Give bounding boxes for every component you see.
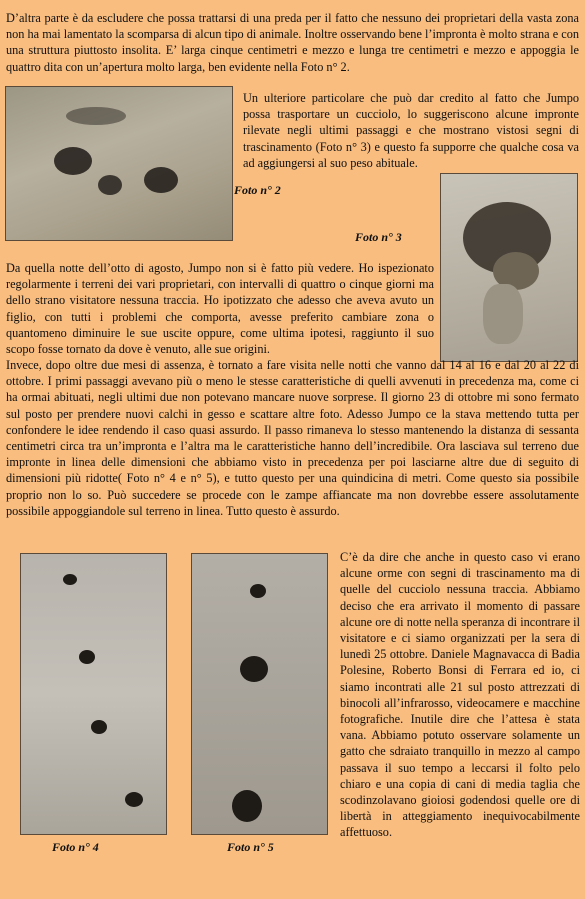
caption-foto-4: Foto n° 4	[52, 840, 99, 854]
footprint-mark	[98, 175, 122, 195]
photo-4-footprints	[20, 553, 167, 835]
footprint-mark	[91, 720, 107, 734]
caption-foto-5: Foto n° 5	[227, 840, 274, 854]
footprint-mark	[144, 167, 178, 193]
paragraph-return: Invece, dopo oltre due mesi di assenza, è tornato a fare visita nelle notti che vanno dal 14 al 16 e dal 20 al 22 di ottobre. I primi passaggi avevano più o meno le stesse caratteristiche di quelli avvenuti in precedenza ma, come ci ha ormai abituati, negli ultimi due non potevano mancare nuove sorprese. Il giorno 23 di ottobre mi sono fermato sul posto per prendere nuovi calchi in gesso e scattare altre foto. Adesso Jumpo ce la stava mettendo tutta per confondere le idee rendendo il caso quasi assurdo. Il passo rimaneva lo stesso mantenendo la distanza di sessanta centimetri circa tra un’impronta e l’altra ma le caratteristiche hanno dell’incredibile. Ora lasciava sul terreno due impronte in linea delle dimensioni che abbiamo visto in precedenza per poi lasciarne altre due di seguito di dimensioni più ridotte( Foto n° 4 e n° 5), e tutto questo per una quindicina di metri. Come questo sia possibile proprio non lo so. Può succedere se procede con le zampe affiancate ma non dovrebbe essere assolutamente possibile appoggiandole sul terreno in linea. Tutto questo è assurdo.	[6, 358, 579, 518]
footprint-mark	[250, 584, 266, 598]
footprint-mark	[240, 656, 268, 682]
paragraph-drag-marks: Un ulteriore particolare che può dar credito al fatto che Jumpo possa trasportare un cucciolo, lo suggeriscono alcune impronte rilevate negli ultimi passaggi e che mostrano vistosi segni di trascinamento (Foto n° 3) e questo fa supporre che qualche cosa va ad aggiungersi al suo peso abituale.	[243, 91, 579, 170]
caption-foto-2: Foto n° 2	[234, 183, 281, 197]
footprint-mark	[63, 574, 77, 585]
photo-3-footprint	[440, 173, 578, 362]
photo-2-footprint	[5, 86, 233, 241]
footprint-mark	[66, 107, 126, 125]
caption-foto-3: Foto n° 3	[355, 230, 402, 244]
paragraph-absence: Da quella notte dell’otto di agosto, Jumpo non si è fatto più vedere. Ho ispezionato regolarmente i terreni dei vari proprietari, con intervalli di quattro o cinque giorni ma dello strano visitatore nessuna traccia. Ho ipotizzato che adesso che aveva avuto un figlio, con tutti i problemi che comporta, avesse preferito cambiare zona o quantomeno diminuire le sue uscite oppure, come ultima ipotesi, raggiunto il suo scopo fosse tornato da dove è venuto, alle sue origini.	[6, 261, 434, 357]
drag-mark	[483, 284, 523, 344]
footprint-mark	[125, 792, 143, 807]
paragraph-intro: D’altra parte è da escludere che possa trattarsi di una preda per il fatto che nessuno dei proprietari della vasta zona non ha mai lamentato la scomparsa di alcun tipo di animale. Inoltre osservando bene l’impronta è molto strana e con una struttura piuttosto insolita. E’ larga cinque centimetri e mezzo e lunga tre centimetri e mezzo e appoggia le quattro dita con un’apertura molto larga, ben evidente nella Foto n° 2.	[6, 11, 579, 74]
footprint-mark	[54, 147, 92, 175]
photo-5-footprints	[191, 553, 328, 835]
footprint-mark	[79, 650, 95, 664]
paragraph-night-watch: C’è da dire che anche in questo caso vi erano alcune orme con segni di trascinamento ma di quelle del cucciolo nessuna traccia. Abbiamo deciso che era arrivato il momento di passare alcune ore di notte nella speranza di incontrare il visitatore e ci siamo organizzati per la sera di lunedì 25 ottobre. Daniele Magnavacca di Badia Polesine, Roberto Bonsi di Ferrara ed io, ci siamo incontrati alle 21 sul posto attrezzati di binocoli all’infrarosso, videocamere e macchine fotografiche. Inutile dire che l’attesa è stata vana. Abbiamo potuto osservare solamente un gatto che sdraiato tranquillo in mezzo al campo passava il suo tempo a leccarsi il folto pelo chiaro e una copia di cani di media taglia che scodinzolavano gioiosi godendosi quelle ore di libertà in atteggiamento inequivocabilmente affettuoso.	[340, 550, 580, 840]
footprint-mark	[232, 790, 262, 822]
